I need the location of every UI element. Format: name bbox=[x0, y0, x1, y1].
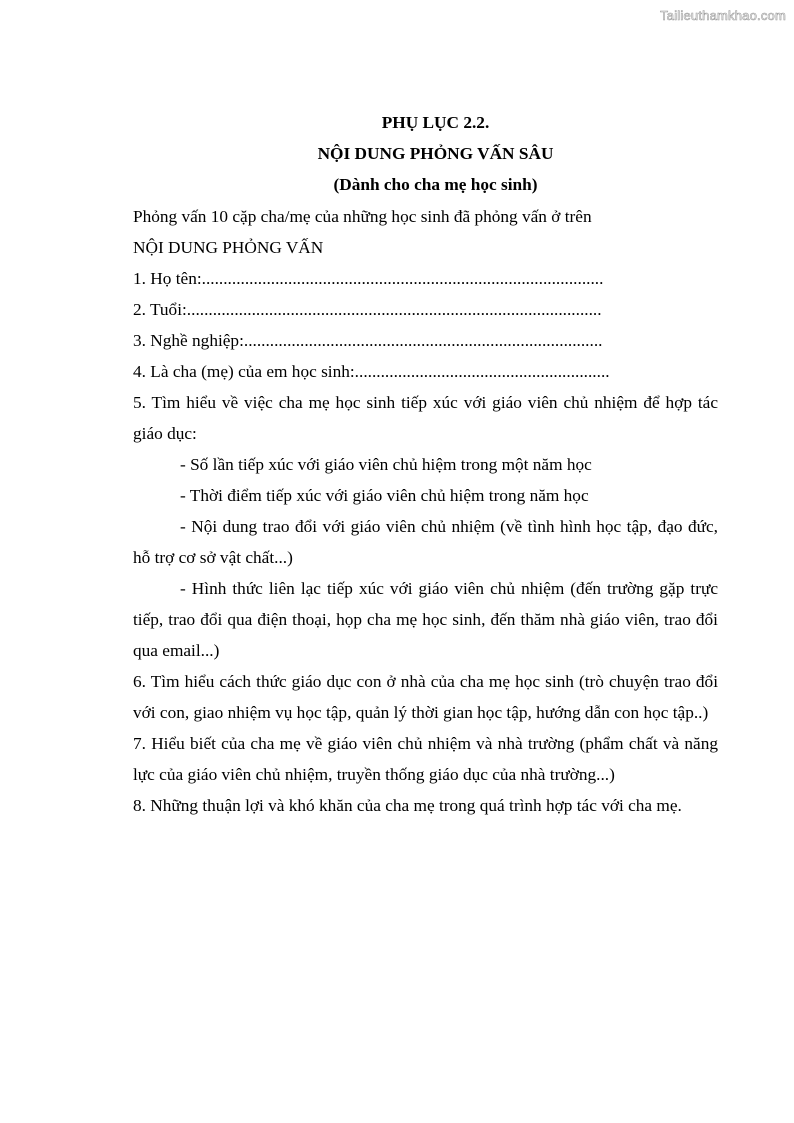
question-8: 8. Những thuận lợi và khó khăn của cha mẹ trong quá trình hợp tác với cha mẹ. bbox=[133, 796, 682, 815]
field-name: 1. Họ tên:............................................................................................. bbox=[133, 269, 604, 288]
watermark-text: Tailieuthamkhao.com bbox=[660, 8, 786, 23]
section-title: NỘI DUNG PHỎNG VẤN bbox=[133, 238, 324, 257]
intro-text: Phỏng vấn 10 cặp cha/mẹ của những học sinh đã phỏng vấn ở trên bbox=[133, 207, 592, 226]
question-7: 7. Hiểu biết của cha mẹ về giáo viên chủ nhiệm và nhà trường (phẩm chất và năng lực của giáo viên chủ nhiệm, truyền thống giáo dục của nhà trường...) bbox=[133, 734, 718, 784]
field-occupation: 3. Nghề nghiệp:................................................................................... bbox=[133, 331, 603, 350]
question-5-subitem: - Số lần tiếp xúc với giáo viên chủ hiệm trong một năm học bbox=[180, 455, 592, 474]
question-5-subitem: - Nội dung trao đổi với giáo viên chủ nhiệm (về tình hình học tập, đạo đức, hỗ trợ cơ sở vật chất...) bbox=[133, 517, 718, 567]
question-5-subitem: - Hình thức liên lạc tiếp xúc với giáo viên chủ nhiệm (đến trường gặp trực tiếp, trao đổi qua điện thoại, họp cha mẹ học sinh, đến thăm nhà giáo viên, trao đổi qua email...) bbox=[133, 579, 718, 660]
appendix-label: PHỤ LỤC 2.2. bbox=[381, 113, 490, 132]
document-title: NỘI DUNG PHỎNG VẤN SÂU bbox=[317, 144, 554, 163]
question-5: 5. Tìm hiểu về việc cha mẹ học sinh tiếp xúc với giáo viên chủ nhiệm để hợp tác giáo dục: bbox=[133, 393, 718, 443]
field-relationship: 4. Là cha (mẹ) của em học sinh:........................................................... bbox=[133, 362, 610, 381]
document-page bbox=[133, 107, 718, 821]
field-age: 2. Tuổi:................................................................................................ bbox=[133, 300, 602, 319]
question-6: 6. Tìm hiểu cách thức giáo dục con ở nhà của cha mẹ học sinh (trò chuyện trao đổi với con, giao nhiệm vụ học tập, quản lý thời gian học tập, hướng dẫn con học tập..) bbox=[133, 672, 718, 722]
question-5-subitem: - Thời điểm tiếp xúc với giáo viên chủ hiệm trong năm học bbox=[180, 486, 589, 505]
document-subtitle: (Dành cho cha mẹ học sinh) bbox=[333, 175, 538, 194]
